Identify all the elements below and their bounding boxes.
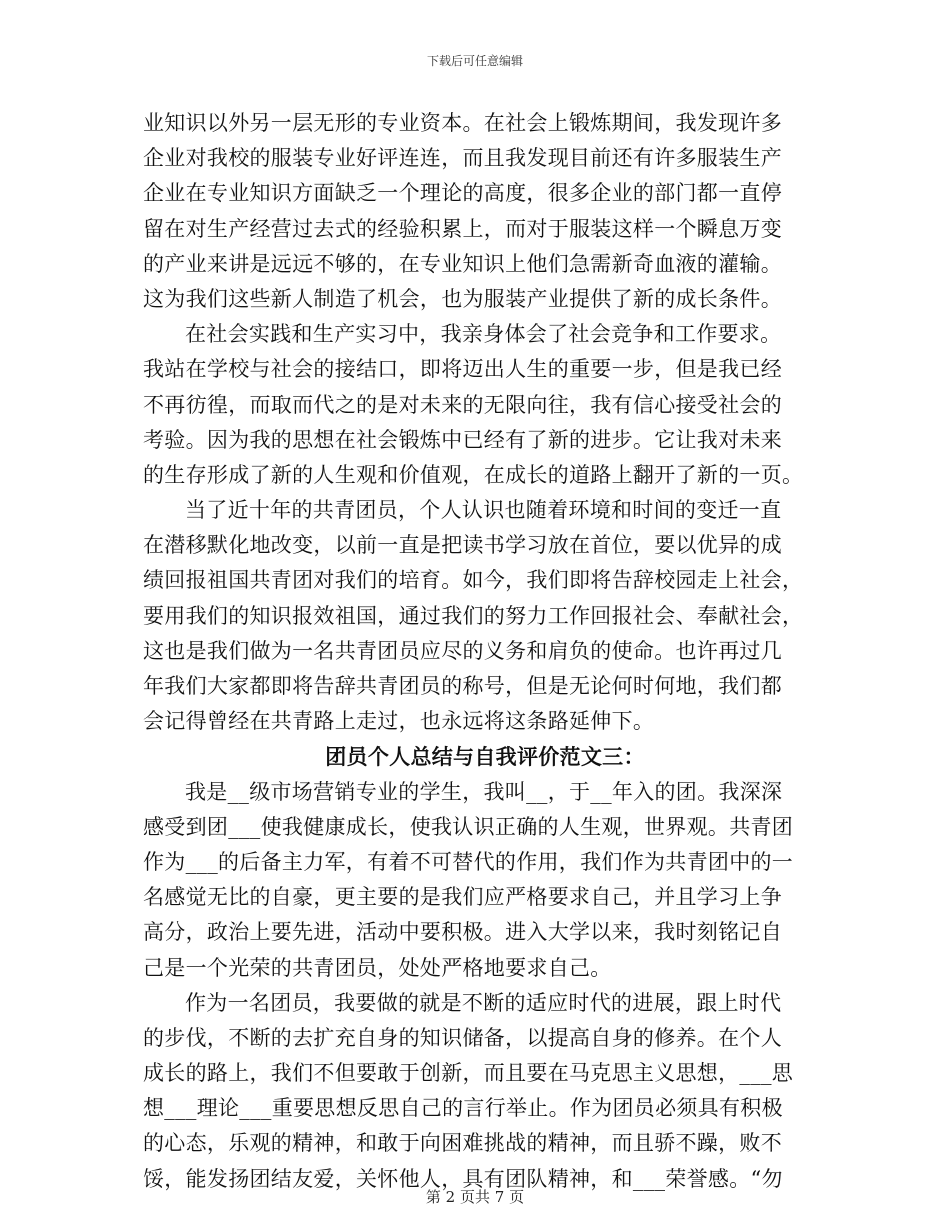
section-heading: 团员个人总结与自我评价范文三： [325,744,645,770]
page-footer: 第 2 页共 7 页 [425,1188,525,1206]
body-line: 馁，能发扬团结友爱，关怀他人，具有团队精神，和___荣誉感。“勿 [143,1166,783,1191]
body-line: 的生存形成了新的人生观和价值观，在成长的道路上翻开了新的一页。 [143,462,804,487]
body-line: 业知识以外另一层无形的专业资本。在社会上锻炼期间，我发现许多 [143,111,782,135]
body-line: 企业对我校的服装专业好评连连，而且我发现目前还有许多服装生产 [143,146,782,171]
body-line: 绩回报祖国共青团对我们的培育。如今，我们即将告辞校园走上社会， [143,568,804,593]
body-line: 作为___的后备主力军，有着不可替代的作用，我们作为共青团中的一 [143,849,794,874]
body-line: 的心态，乐观的精神，和敢于向困难挑战的精神，而且骄不躁，败不 [143,1131,782,1156]
body-line: 的步伐，不断的去扩充自身的知识储备，以提高自身的修养。在个人 [143,1025,782,1050]
body-line: 高分，政治上要先进，活动中要积极。进入大学以来，我时刻铭记自 [143,920,782,945]
body-line: 会记得曾经在共青路上走过，也永远将这条路延伸下。 [143,709,655,734]
body-line: 不再彷徨，而取而代之的是对未来的无限向往，我有信心接受社会的 [143,392,782,417]
body-line: 在潜移默化地改变，以前一直是把读书学习放在首位，要以优异的成 [143,533,782,558]
body-line: 我站在学校与社会的接结口，即将迈出人生的重要一步，但是我已经 [143,357,782,382]
body-line: 留在对生产经营过去式的经验积累上，而对于服装这样一个瞬息万变 [143,216,782,241]
paragraph-first-line: 我是__级市场营销专业的学生，我叫__，于__年入的团。我深深 [185,779,783,804]
paragraph-first-line: 在社会实践和生产实习中，我亲身体会了社会竞争和工作要求。 [185,322,782,347]
paragraph-first-line: 当了近十年的共青团员，个人认识也随着环境和时间的变迁一直 [185,498,782,523]
paragraph-first-line: 作为一名团员，我要做的就是不断的适应时代的进展，跟上时代 [185,990,782,1015]
body-line: 考验。因为我的思想在社会锻炼中已经有了新的进步。它让我对未来 [143,427,782,452]
body-line: 的产业来讲是远远不够的，在专业知识上他们急需新奇血液的灌输。 [143,251,782,276]
body-line: 己是一个光荣的共青团员，处处严格地要求自己。 [143,955,612,980]
body-line: 要用我们的知识报效祖国，通过我们的努力工作回报社会、奉献社会， [143,603,804,628]
document-body [143,106,807,1197]
body-line: 想___理论___重要思想反思自己的言行举止。作为团员必须具有积极 [143,1096,783,1121]
body-line: 成长的路上，我们不但要敢于创新，而且要在马克思主义思想，___思 [143,1061,794,1086]
body-line: 这也是我们做为一名共青团员应尽的义务和肩负的使命。也许再过几 [143,638,782,663]
body-line: 年我们大家都即将告辞共青团员的称号，但是无论何时何地，我们都 [143,674,782,698]
page-header: 下载后可任意编辑 [426,54,523,68]
body-line: 这为我们这些新人制造了机会，也为服装产业提供了新的成长条件。 [143,286,782,311]
body-line: 名感觉无比的自豪，更主要的是我们应严格要求自己，并且学习上争 [143,885,782,910]
body-line: 企业在专业知识方面缺乏一个理论的高度，很多企业的部门都一直停 [143,181,782,206]
body-line: 感受到团___使我健康成长，使我认识正确的人生观，世界观。共青团 [143,814,794,839]
